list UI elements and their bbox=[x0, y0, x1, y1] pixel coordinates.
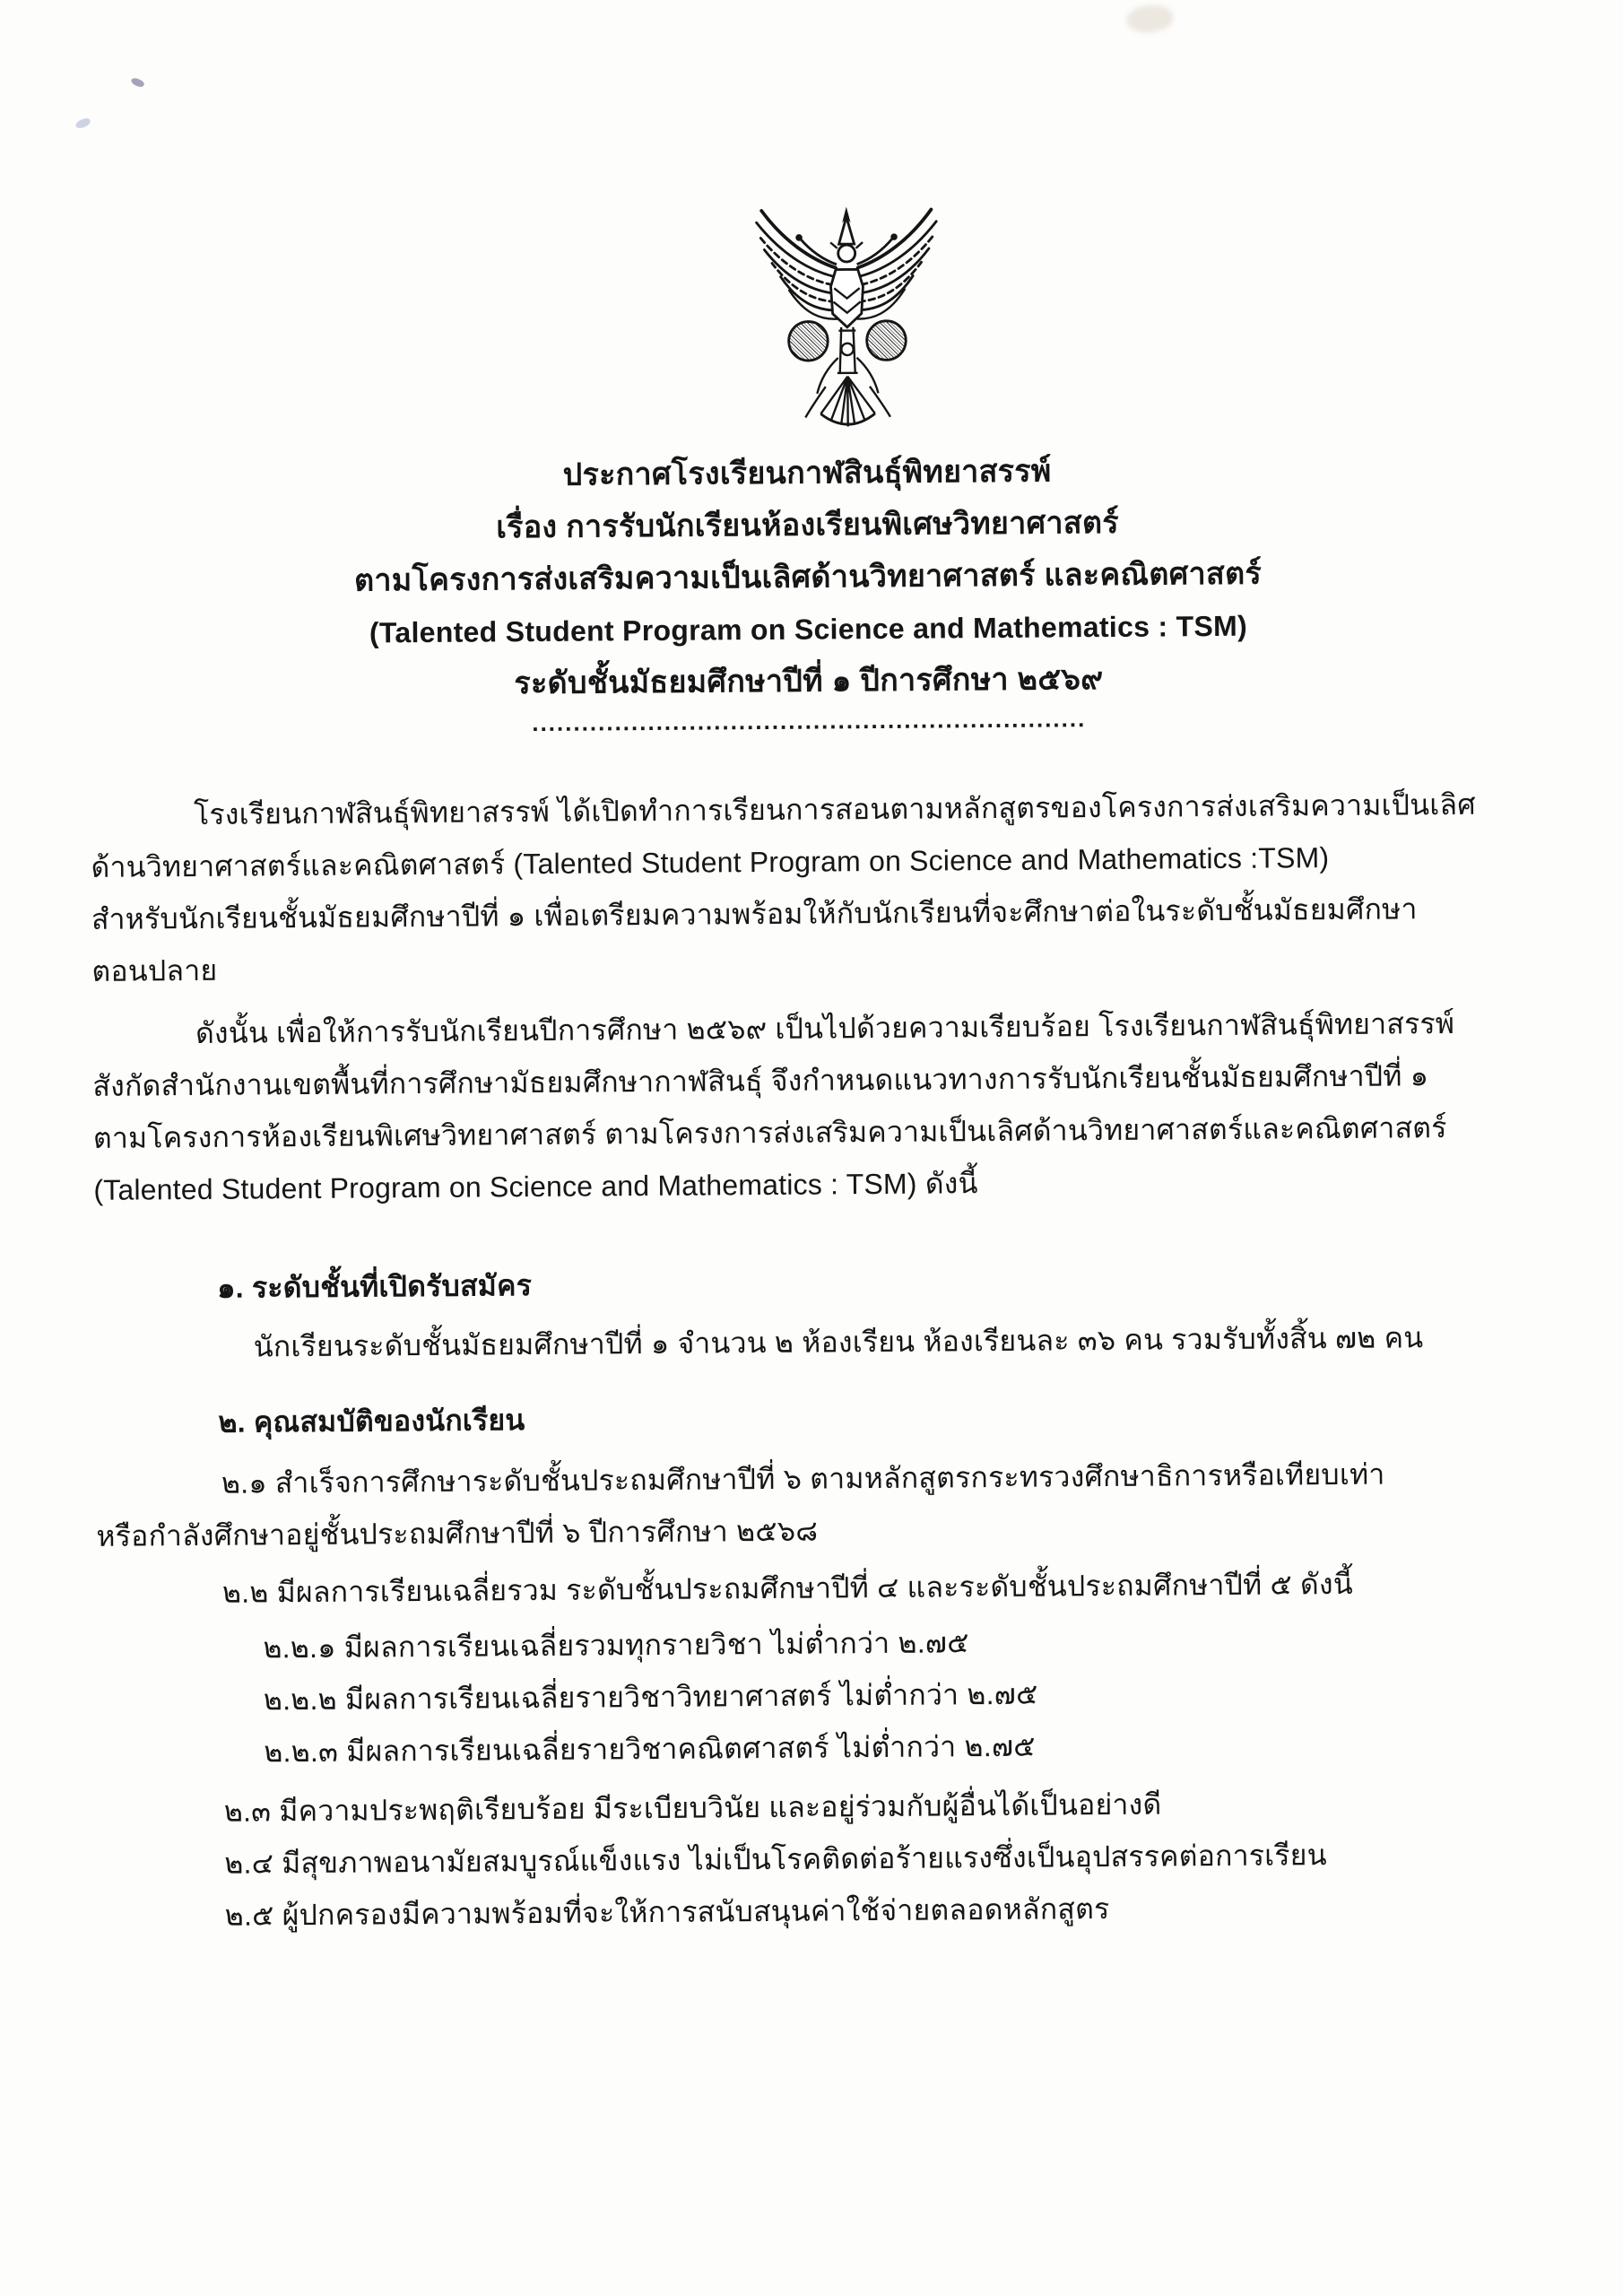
paragraph2-line: สังกัดสำนักงานเขตพื้นที่การศึกษามัธยมศึกษากาฬสินธุ์ จึงกำหนดแนวทางการรับนักเรียนชั้นมัธยมศึกษาปีที่ ๑ bbox=[92, 1059, 1429, 1102]
paragraph1-line: ด้านวิทยาศาสตร์และคณิตศาสตร์ (Talented Student Program on Science and Mathematics :TSM) bbox=[91, 841, 1330, 883]
title-subject: เรื่อง การรับนักเรียนห้องเรียนพิเศษวิทยาศาสตร์ bbox=[496, 505, 1119, 545]
list-item-2-5: ๒.๕ ผู้ปกครองมีความพร้อมที่จะให้การสนับสนุนค่าใช้จ่ายตลอดหลักสูตร bbox=[224, 1892, 1110, 1932]
list-item-2-2-2: ๒.๒.๒ มีผลการเรียนเฉลี่ยรายวิชาวิทยาศาสตร์ ไม่ต่ำกว่า ๒.๗๕ bbox=[263, 1677, 1038, 1717]
garuda-emblem-icon bbox=[736, 204, 959, 437]
list-item-2-2-1: ๒.๒.๑ มีผลการเรียนเฉลี่ยรวมทุกรายวิชา ไม่ต่ำกว่า ๒.๗๕ bbox=[263, 1626, 969, 1665]
dotted-divider: ................................................................... bbox=[532, 705, 1087, 737]
list-item-2-1: ๒.๑ สำเร็จการศึกษาระดับชั้นประถมศึกษาปีที่ ๖ ตามหลักสูตรกระทรวงศึกษาธิการหรือเทียบเท่า bbox=[221, 1457, 1385, 1500]
paragraph2-line: ดังนั้น เพื่อให้การรับนักเรียนปีการศึกษา ๒๕๖๙ เป็นไปด้วยความเรียบร้อย โรงเรียนกาฬสินธุ์พิทยาสรรพ์ bbox=[195, 1006, 1455, 1049]
paragraph1-line: สำหรับนักเรียนชั้นมัธยมศึกษาปีที่ ๑ เพื่อเตรียมความพร้อมให้กับนักเรียนที่จะศึกษาต่อในระดับชั้นมัธยมศึกษา bbox=[91, 892, 1418, 935]
paragraph2-line: (Talented Student Program on Science and Mathematics : TSM) ดังนี้ bbox=[93, 1167, 978, 1206]
paragraph1-line: ตอนปลาย bbox=[91, 953, 218, 987]
section1-content: นักเรียนระดับชั้นมัธยมศึกษาปีที่ ๑ จำนวน ๒ ห้องเรียน ห้องเรียนละ ๓๖ คน รวมรับทั้งสิ้น ๗๒ คน bbox=[253, 1321, 1424, 1363]
list-item-2-2: ๒.๒ มีผลการเรียนเฉลี่ยรวม ระดับชั้นประถมศึกษาปีที่ ๔ และระดับชั้นประถมศึกษาปีที่ ๕ ดังนี้ bbox=[221, 1567, 1353, 1609]
title-grade-year: ระดับชั้นมัธยมศึกษาปีที่ ๑ ปีการศึกษา ๒๕๖๙ bbox=[514, 662, 1104, 701]
title-school-name: ประกาศโรงเรียนกาฬสินธุ์พิทยาสรรพ์ bbox=[562, 454, 1052, 492]
document-header bbox=[0, 440, 1620, 744]
section1-heading: ๑. ระดับชั้นที่เปิดรับสมัคร bbox=[217, 1269, 533, 1304]
document-body bbox=[91, 778, 1576, 1943]
title-program-english: (Talented Student Program on Science and Mathematics : TSM) bbox=[369, 609, 1248, 649]
list-item-2-1-continued: หรือกำลังศึกษาอยู่ชั้นประถมศึกษาปีที่ ๖ ปีการศึกษา ๒๕๖๘ bbox=[96, 1514, 819, 1552]
paragraph2-line: ตามโครงการห้องเรียนพิเศษวิทยาศาสตร์ ตามโครงการส่งเสริมความเป็นเลิศด้านวิทยาศาสตร์และคณิตศาสตร์ bbox=[92, 1111, 1447, 1154]
title-program-thai: ตามโครงการส่งเสริมความเป็นเลิศด้านวิทยาศาสตร์ และคณิตศาสตร์ bbox=[353, 556, 1263, 598]
paragraph1-line: โรงเรียนกาฬสินธุ์พิทยาสรรพ์ ได้เปิดทำการเรียนการสอนตามหลักสูตรของโครงการส่งเสริมความเป็นเลิศ bbox=[193, 787, 1476, 831]
list-item-2-3: ๒.๓ มีความประพฤติเรียบร้อย มีระเบียบวินัย และอยู่ร่วมกับผู้อื่นได้เป็นอย่างดี bbox=[223, 1787, 1162, 1828]
section2-heading: ๒. คุณสมบัติของนักเรียน bbox=[218, 1404, 525, 1439]
list-item-2-4: ๒.๔ มีสุขภาพอนามัยสมบูรณ์แข็งแรง ไม่เป็นโรคติดต่อร้ายแรงซึ่งเป็นอุปสรรคต่อการเรียน bbox=[224, 1839, 1327, 1880]
list-item-2-2-3: ๒.๒.๓ มีผลการเรียนเฉลี่ยรายวิชาคณิตศาสตร์ ไม่ต่ำกว่า ๒.๗๕ bbox=[264, 1729, 1036, 1769]
